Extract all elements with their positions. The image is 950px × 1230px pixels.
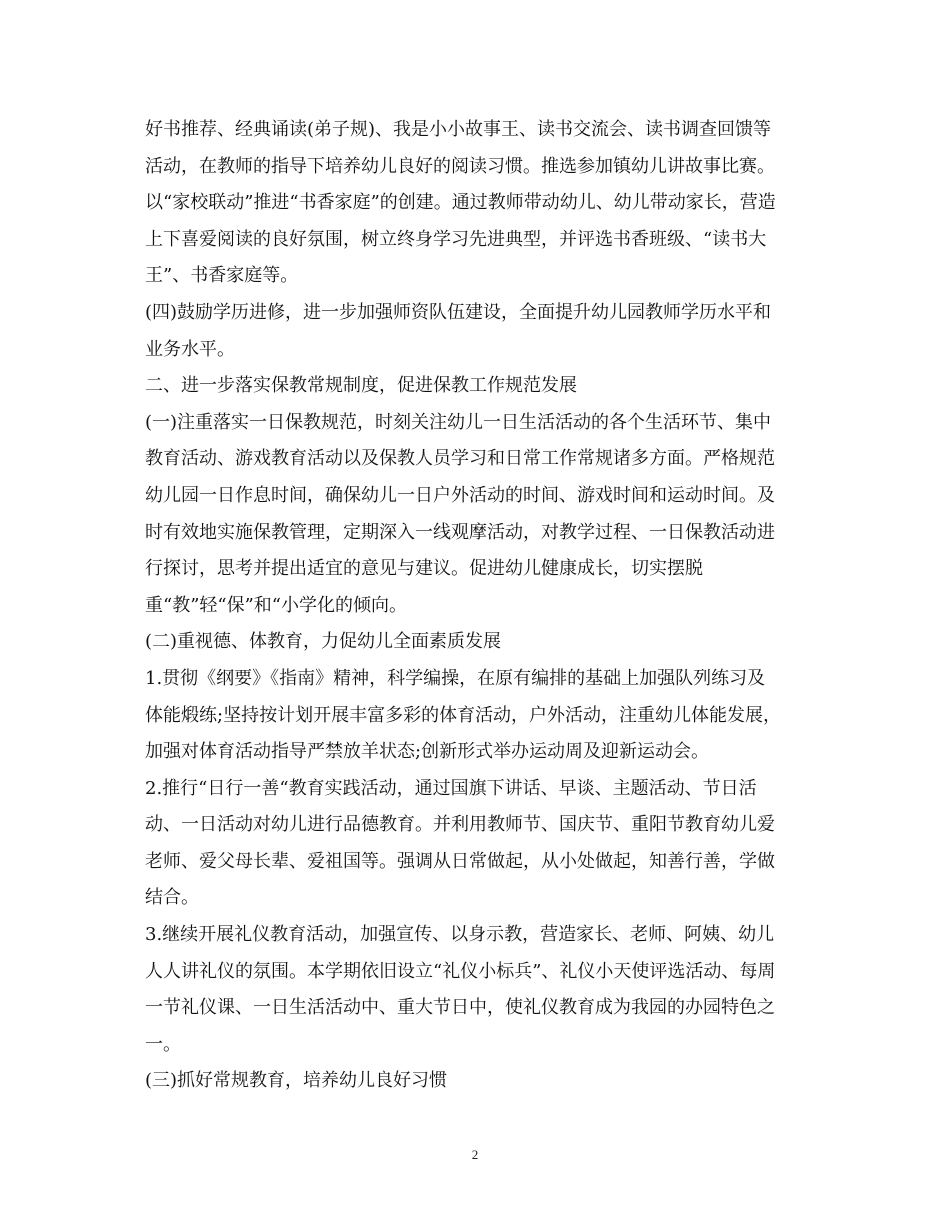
section-heading: (四)鼓励学历进修，进一步加强师资队伍建设，全面提升幼儿园教师学历水平和 xyxy=(145,301,772,323)
text-line: 行探讨，思考并提出适宜的意见与建议。促进幼儿健康成长，切实摆脱 xyxy=(145,558,703,580)
text-line: 时有效地实施保教管理，定期深入一线观摩活动，对教学过程、一日保教活动进 xyxy=(145,521,775,543)
section-heading: (三)抓好常规教育，培养幼儿良好习惯 xyxy=(145,1070,448,1092)
text-line: 体能煅练;坚持按计划开展丰富多彩的体育活动，户外活动，注重幼儿体能发展， xyxy=(145,704,782,726)
text-line: 人人讲礼仪的氛围。本学期依旧设立“礼仪小标兵”、礼仪小天使评选活动、每周 xyxy=(145,960,776,982)
text-line: 教育活动、游戏教育活动以及保教人员学习和日常工作常规诸多方面。严格规范 xyxy=(145,448,775,470)
text-line: 好书推荐、经典诵读(弟子规)、我是小小故事王、读书交流会、读书调查回馈等 xyxy=(145,119,772,140)
text-line: 结合。 xyxy=(145,887,199,909)
text-line: 一节礼仪课、一日生活活动中、重大节日中，使礼仪教育成为我园的办园特色之 xyxy=(145,997,775,1019)
text-line: 上下喜爱阅读的良好氛围，树立终身学习先进典型，并评选书香班级、“读书大 xyxy=(145,228,767,250)
section-heading: 二、进一步落实保教常规制度，促进保教工作规范发展 xyxy=(145,375,577,397)
list-item: 3.继续开展礼仪教育活动，加强宣传、以身示教，营造家长、老师、阿姨、幼儿 xyxy=(145,924,775,946)
text-line: 加强对体育活动指导严禁放羊状态;创新形式举办运动周及迎新运动会。 xyxy=(145,741,710,763)
text-line: 老师、爱父母长辈、爱祖国等。强调从日常做起，从小处做起，知善行善，学做 xyxy=(145,850,775,872)
page-number: 2 xyxy=(471,1147,479,1162)
text-line: 动、一日活动对幼儿进行品德教育。并利用教师节、国庆节、重阳节教育幼儿爱 xyxy=(145,814,775,836)
text-line: 一。 xyxy=(145,1033,181,1055)
text-line: 活动，在教师的指导下培养幼儿良好的阅读习惯。推选参加镇幼儿讲故事比赛。 xyxy=(145,155,775,177)
text-line: 以“家校联动”推进“书香家庭”的创建。通过教师带动幼儿、幼儿带动家长，营造 xyxy=(145,192,776,214)
section-heading: (一)注重落实一日保教规范，时刻关注幼儿一日生活活动的各个生活环节、集中 xyxy=(145,411,772,433)
text-line: 业务水平。 xyxy=(145,338,235,360)
document-body xyxy=(145,112,805,1100)
list-item: 2.推行“日行一善“教育实践活动，通过国旗下讲话、早谈、主题活动、节日活 xyxy=(145,777,757,799)
list-item: 1.贯彻《纲要》《指南》精神，科学编操，在原有编排的基础上加强队列练习及 xyxy=(145,667,766,689)
section-heading: (二)重视德、体教育，力促幼儿全面素质发展 xyxy=(145,631,502,653)
text-line: 重“教”轻“保”和“小学化的倾向。 xyxy=(145,594,408,616)
text-line: 王”、书香家庭等。 xyxy=(145,265,299,287)
text-line: 幼儿园一日作息时间，确保幼儿一日户外活动的时间、游戏时间和运动时间。及 xyxy=(145,484,775,506)
